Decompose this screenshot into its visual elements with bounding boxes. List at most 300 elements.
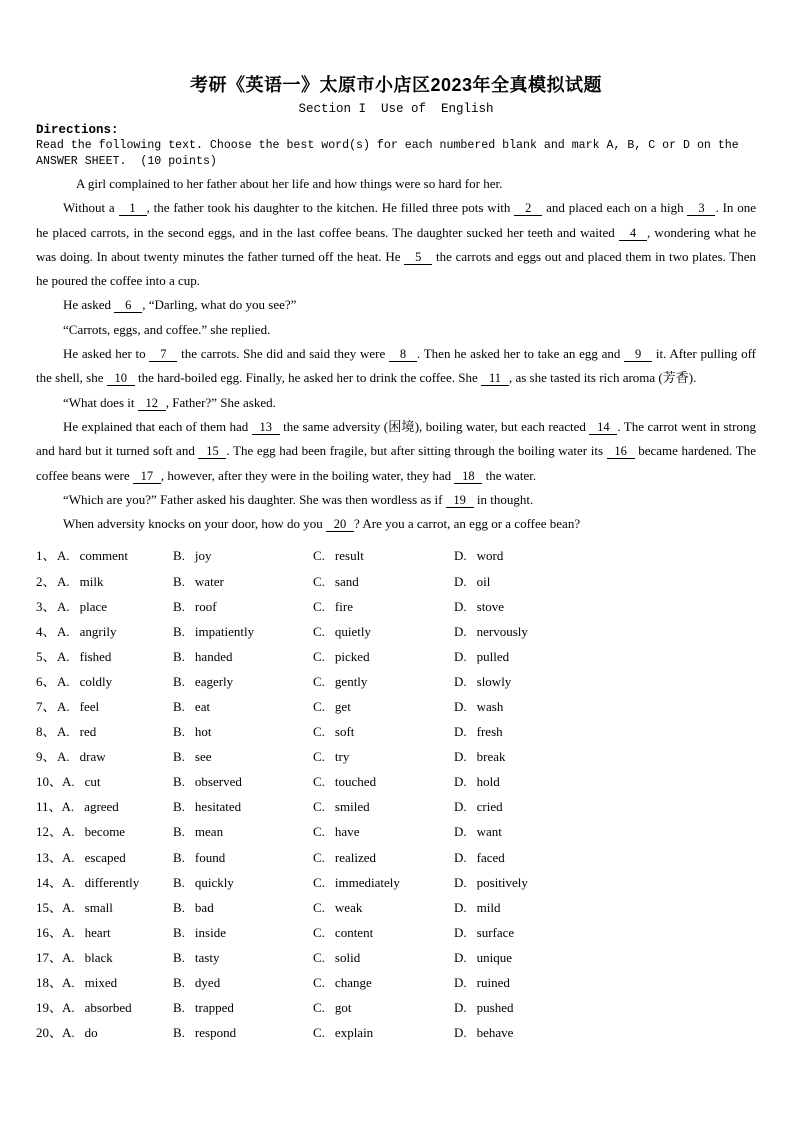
question-2-option-b — [173, 569, 313, 594]
question-number: 9、 — [36, 749, 56, 765]
option-word: hesitated — [194, 799, 242, 815]
option-word: quickly — [194, 874, 234, 890]
cloze-blank-6: 6 — [114, 299, 142, 313]
question-12-option-b — [173, 819, 313, 844]
option-letter: C. — [313, 975, 325, 991]
option-letter: C. — [313, 1000, 325, 1016]
cloze-blank-2: 2 — [514, 202, 542, 216]
question-2-option-d — [454, 569, 756, 594]
question-16-option-b — [173, 920, 313, 945]
option-letter: B. — [173, 924, 185, 940]
question-1-option-b — [173, 543, 313, 568]
option-letter: C. — [313, 749, 325, 765]
option-letter: B. — [173, 598, 185, 614]
option-letter: C. — [313, 573, 325, 589]
option-letter: D. — [454, 648, 467, 664]
question-number: 4、 — [36, 623, 56, 639]
option-word: comment — [79, 548, 129, 564]
option-word: soft — [334, 724, 355, 740]
question-9-option-c — [313, 744, 454, 769]
question-4-option-d — [454, 619, 756, 644]
option-letter: B. — [173, 648, 185, 664]
option-word: milk — [79, 573, 104, 589]
option-word: picked — [334, 648, 370, 664]
option-word: mixed — [84, 975, 118, 991]
question-number: 12、 — [36, 824, 63, 840]
option-word: fresh — [476, 724, 503, 740]
question-5-option-d — [454, 644, 756, 669]
cloze-blank-19: 19 — [446, 494, 474, 508]
question-row-18 — [36, 970, 756, 995]
option-word: explain — [334, 1025, 374, 1041]
question-6-option-b — [173, 669, 313, 694]
option-word: see — [194, 749, 212, 765]
question-option-list — [36, 543, 756, 1045]
option-letter: B. — [173, 623, 185, 639]
option-letter: D. — [454, 598, 467, 614]
question-row-9 — [36, 744, 756, 769]
option-word: angrily — [79, 623, 117, 639]
option-letter: A. — [61, 799, 75, 815]
option-word: solid — [334, 949, 361, 965]
option-letter: D. — [454, 975, 467, 991]
question-7-option-b — [173, 694, 313, 719]
option-letter: B. — [173, 1025, 185, 1041]
option-letter: A. — [62, 899, 75, 915]
option-word: dyed — [194, 975, 221, 991]
question-14-option-d — [454, 870, 756, 895]
option-letter: D. — [454, 824, 467, 840]
option-letter: A. — [57, 648, 70, 664]
question-13-option-b — [173, 845, 313, 870]
option-word: impatiently — [194, 623, 255, 639]
option-letter: A. — [62, 774, 75, 790]
question-13-option-c — [313, 845, 454, 870]
directions-text-line-2: ANSWER SHEET. (10 points) — [36, 154, 217, 168]
option-word: realized — [334, 849, 377, 865]
question-6-option-a — [36, 669, 173, 694]
option-word: faced — [476, 849, 505, 865]
option-letter: A. — [57, 573, 70, 589]
question-16-option-d — [454, 920, 756, 945]
option-word: draw — [79, 749, 106, 765]
question-3-option-c — [313, 594, 454, 619]
cloze-blank-18: 18 — [454, 470, 482, 484]
option-letter: D. — [454, 623, 467, 639]
option-word: eagerly — [194, 673, 234, 689]
option-letter: A. — [62, 1025, 75, 1041]
option-word: small — [84, 899, 113, 915]
question-10-option-d — [454, 769, 756, 794]
option-letter: D. — [454, 548, 467, 564]
question-14-option-c — [313, 870, 454, 895]
cloze-passage — [36, 172, 756, 536]
question-17-option-a — [36, 945, 173, 970]
question-number: 14、 — [36, 874, 63, 890]
passage-paragraph-5: He asked her to 7 the carrots. She did and said they were 8 . Then he asked her to take an egg and 9 it. After pulling off the shell, she 10 the hard-boiled egg. Finally, he asked her to drink the coffee. She 11 , as she tasted its rich aroma (芳香). — [36, 346, 756, 386]
question-number: 7、 — [36, 699, 56, 715]
option-letter: C. — [313, 799, 325, 815]
question-4-option-b — [173, 619, 313, 644]
question-row-1 — [36, 543, 756, 568]
question-8-option-b — [173, 719, 313, 744]
question-number: 19、 — [36, 1000, 63, 1016]
question-number: 11、 — [36, 799, 62, 815]
option-word: try — [334, 749, 350, 765]
option-letter: C. — [313, 949, 325, 965]
option-letter: D. — [454, 573, 467, 589]
option-word: unique — [476, 949, 513, 965]
option-letter: C. — [313, 874, 325, 890]
question-3-option-a — [36, 594, 173, 619]
cloze-blank-9: 9 — [624, 348, 652, 362]
option-word: handed — [194, 648, 233, 664]
cloze-blank-17: 17 — [133, 470, 161, 484]
option-letter: D. — [454, 899, 467, 915]
question-11-option-a — [36, 794, 173, 819]
question-3-option-b — [173, 594, 313, 619]
option-letter: B. — [173, 899, 185, 915]
option-letter: D. — [454, 724, 467, 740]
cloze-blank-20: 20 — [326, 518, 354, 532]
question-18-option-c — [313, 970, 454, 995]
option-word: bad — [194, 899, 214, 915]
question-row-8 — [36, 719, 756, 744]
passage-paragraph-3: He asked 6 , “Darling, what do you see?” — [63, 297, 297, 313]
directions-label: Directions: — [36, 123, 119, 137]
question-row-10 — [36, 769, 756, 794]
option-letter: D. — [454, 774, 467, 790]
option-word: hold — [476, 774, 500, 790]
question-number: 5、 — [36, 648, 56, 664]
cloze-blank-4: 4 — [619, 227, 647, 241]
question-20-option-d — [454, 1020, 756, 1045]
question-1-option-a — [36, 543, 173, 568]
cloze-blank-13: 13 — [252, 421, 280, 435]
question-number: 16、 — [36, 924, 63, 940]
section-heading: Section I Use of English — [298, 102, 494, 116]
option-letter: C. — [313, 724, 325, 740]
question-number: 1、 — [36, 548, 56, 564]
option-word: joy — [194, 548, 212, 564]
option-word: touched — [334, 774, 377, 790]
option-letter: B. — [173, 673, 185, 689]
question-5-option-c — [313, 644, 454, 669]
option-letter: B. — [173, 949, 185, 965]
option-letter: A. — [62, 824, 75, 840]
question-row-16 — [36, 920, 756, 945]
question-row-12 — [36, 819, 756, 844]
question-number: 20、 — [36, 1025, 63, 1041]
question-6-option-c — [313, 669, 454, 694]
question-number: 13、 — [36, 849, 63, 865]
question-15-option-b — [173, 895, 313, 920]
option-word: fire — [334, 598, 353, 614]
question-13-option-a — [36, 845, 173, 870]
option-letter: B. — [173, 1000, 185, 1016]
page-title: 考研《英语一》太原市小店区2023年全真模拟试题 — [189, 75, 603, 95]
cloze-blank-8: 8 — [389, 348, 417, 362]
question-3-option-d — [454, 594, 756, 619]
question-6-option-d — [454, 669, 756, 694]
option-word: result — [334, 548, 364, 564]
option-letter: C. — [313, 824, 325, 840]
question-7-option-c — [313, 694, 454, 719]
question-14-option-b — [173, 870, 313, 895]
option-word: heart — [84, 924, 111, 940]
option-letter: B. — [173, 774, 185, 790]
option-letter: A. — [62, 874, 75, 890]
option-word: do — [84, 1025, 98, 1041]
cloze-blank-1: 1 — [119, 202, 147, 216]
option-word: sand — [334, 573, 359, 589]
option-letter: D. — [454, 749, 467, 765]
question-11-option-c — [313, 794, 454, 819]
question-12-option-a — [36, 819, 173, 844]
option-word: have — [334, 824, 360, 840]
option-word: behave — [476, 1025, 514, 1041]
question-7-option-d — [454, 694, 756, 719]
option-word: differently — [84, 874, 140, 890]
option-letter: B. — [173, 548, 185, 564]
option-word: escaped — [84, 849, 126, 865]
option-word: ruined — [476, 975, 510, 991]
option-letter: C. — [313, 699, 325, 715]
option-word: black — [84, 949, 113, 965]
option-letter: C. — [313, 774, 325, 790]
question-number: 8、 — [36, 724, 56, 740]
option-letter: C. — [313, 623, 325, 639]
option-letter: D. — [454, 949, 467, 965]
question-19-option-d — [454, 995, 756, 1020]
question-number: 2、 — [36, 573, 56, 589]
question-15-option-d — [454, 895, 756, 920]
question-20-option-c — [313, 1020, 454, 1045]
cloze-blank-3: 3 — [687, 202, 715, 216]
option-letter: D. — [454, 849, 467, 865]
option-letter: A. — [57, 623, 70, 639]
option-word: want — [476, 824, 502, 840]
question-9-option-a — [36, 744, 173, 769]
option-letter: D. — [454, 1025, 467, 1041]
question-10-option-c — [313, 769, 454, 794]
passage-paragraph-9: When adversity knocks on your door, how do you 20 ? Are you a carrot, an egg or a coffee bean? — [63, 516, 581, 532]
question-13-option-d — [454, 845, 756, 870]
option-letter: B. — [173, 824, 185, 840]
question-18-option-a — [36, 970, 173, 995]
option-word: gently — [334, 673, 368, 689]
option-letter: A. — [62, 949, 75, 965]
cloze-blank-7: 7 — [149, 348, 177, 362]
question-row-3 — [36, 594, 756, 619]
passage-paragraph-7: He explained that each of them had 13 the same adversity (困境), boiling water, but each reacted 14 . The carrot went in strong and hard but it turned soft and 15 . The egg had been fragile, but after sitting through the boiling water its 16 became hardened. The coffee beans were 17 , however, after they were in the boiling water, they had 18 the water. — [36, 418, 757, 483]
option-word: observed — [194, 774, 242, 790]
question-number: 15、 — [36, 899, 63, 915]
option-word: word — [476, 548, 504, 564]
option-word: roof — [194, 598, 217, 614]
cloze-blank-15: 15 — [198, 445, 226, 459]
option-word: immediately — [334, 874, 400, 890]
question-row-19 — [36, 995, 756, 1020]
option-letter: D. — [454, 673, 467, 689]
question-row-5 — [36, 644, 756, 669]
option-word: tasty — [194, 949, 220, 965]
question-9-option-b — [173, 744, 313, 769]
question-19-option-c — [313, 995, 454, 1020]
option-word: feel — [79, 699, 100, 715]
option-letter: A. — [62, 849, 75, 865]
option-letter: B. — [173, 573, 185, 589]
question-row-7 — [36, 694, 756, 719]
option-word: hot — [194, 724, 212, 740]
question-8-option-d — [454, 719, 756, 744]
question-8-option-a — [36, 719, 173, 744]
question-11-option-b — [173, 794, 313, 819]
question-5-option-b — [173, 644, 313, 669]
question-row-11 — [36, 794, 756, 819]
cloze-blank-11: 11 — [481, 372, 509, 386]
option-letter: C. — [313, 648, 325, 664]
option-word: cut — [84, 774, 101, 790]
question-15-option-c — [313, 895, 454, 920]
question-1-option-d — [454, 543, 756, 568]
cloze-blank-12: 12 — [138, 397, 166, 411]
cloze-blank-10: 10 — [107, 372, 135, 386]
question-row-20 — [36, 1020, 756, 1045]
option-word: water — [194, 573, 224, 589]
option-letter: A. — [57, 673, 70, 689]
option-word: eat — [194, 699, 211, 715]
option-letter: C. — [313, 899, 325, 915]
question-17-option-b — [173, 945, 313, 970]
option-letter: A. — [62, 924, 75, 940]
question-12-option-c — [313, 819, 454, 844]
question-18-option-b — [173, 970, 313, 995]
question-20-option-b — [173, 1020, 313, 1045]
option-word: oil — [476, 573, 491, 589]
option-word: cried — [476, 799, 503, 815]
cloze-blank-16: 16 — [607, 445, 635, 459]
passage-paragraph-4: “Carrots, eggs, and coffee.” she replied. — [63, 321, 271, 337]
option-word: inside — [194, 924, 226, 940]
option-letter: D. — [454, 1000, 467, 1016]
option-letter: B. — [173, 849, 185, 865]
cloze-blank-14: 14 — [589, 421, 617, 435]
passage-paragraph-6: “What does it 12 , Father?” She asked. — [63, 394, 276, 410]
option-word: smiled — [334, 799, 370, 815]
question-row-17 — [36, 945, 756, 970]
option-word: mild — [476, 899, 501, 915]
option-word: quietly — [334, 623, 372, 639]
question-8-option-c — [313, 719, 454, 744]
option-letter: D. — [454, 874, 467, 890]
question-17-option-c — [313, 945, 454, 970]
option-word: got — [334, 1000, 352, 1016]
option-word: trapped — [194, 1000, 234, 1016]
option-letter: B. — [173, 799, 185, 815]
option-letter: B. — [173, 699, 185, 715]
question-4-option-c — [313, 619, 454, 644]
option-letter: A. — [57, 598, 70, 614]
option-word: pulled — [476, 648, 510, 664]
question-row-13 — [36, 845, 756, 870]
option-letter: B. — [173, 975, 185, 991]
option-word: absorbed — [84, 1000, 132, 1016]
option-word: become — [84, 824, 126, 840]
option-word: break — [476, 749, 506, 765]
question-20-option-a — [36, 1020, 173, 1045]
option-word: mean — [194, 824, 224, 840]
option-word: fished — [79, 648, 112, 664]
option-word: stove — [476, 598, 505, 614]
option-letter: A. — [57, 749, 70, 765]
option-word: coldly — [79, 673, 113, 689]
option-word: found — [194, 849, 226, 865]
option-word: red — [79, 724, 97, 740]
question-16-option-c — [313, 920, 454, 945]
question-number: 17、 — [36, 949, 63, 965]
option-word: surface — [476, 924, 515, 940]
option-word: place — [79, 598, 108, 614]
option-letter: A. — [62, 1000, 75, 1016]
option-letter: C. — [313, 924, 325, 940]
option-letter: D. — [454, 699, 467, 715]
question-1-option-c — [313, 543, 454, 568]
question-19-option-b — [173, 995, 313, 1020]
option-letter: C. — [313, 1025, 325, 1041]
option-word: weak — [334, 899, 363, 915]
option-letter: C. — [313, 849, 325, 865]
question-10-option-a — [36, 769, 173, 794]
question-7-option-a — [36, 694, 173, 719]
question-row-15 — [36, 895, 756, 920]
directions-text-line-1: Read the following text. Choose the best word(s) for each numbered blank and mark A, B, C or D on the — [36, 139, 739, 152]
option-word: positively — [476, 874, 528, 890]
directions-block — [36, 122, 756, 169]
question-number: 3、 — [36, 598, 56, 614]
option-letter: A. — [57, 548, 70, 564]
question-10-option-b — [173, 769, 313, 794]
option-word: pushed — [476, 1000, 514, 1016]
question-row-14 — [36, 870, 756, 895]
question-number: 18、 — [36, 975, 63, 991]
question-12-option-d — [454, 819, 756, 844]
question-4-option-a — [36, 619, 173, 644]
option-letter: D. — [454, 924, 467, 940]
option-letter: C. — [313, 548, 325, 564]
question-2-option-c — [313, 569, 454, 594]
option-word: wash — [476, 699, 504, 715]
question-11-option-d — [454, 794, 756, 819]
question-9-option-d — [454, 744, 756, 769]
option-letter: C. — [313, 673, 325, 689]
option-word: change — [334, 975, 372, 991]
question-18-option-d — [454, 970, 756, 995]
option-letter: B. — [173, 724, 185, 740]
option-word: get — [334, 699, 351, 715]
option-word: nervously — [476, 623, 528, 639]
cloze-blank-5: 5 — [404, 251, 432, 265]
option-word: respond — [194, 1025, 237, 1041]
question-16-option-a — [36, 920, 173, 945]
option-word: content — [334, 924, 374, 940]
option-letter: A. — [57, 724, 70, 740]
option-letter: A. — [57, 699, 70, 715]
passage-paragraph-8: “Which are you?” Father asked his daughter. She was then wordless as if 19 in thought. — [63, 491, 534, 507]
passage-paragraph-1: A girl complained to her father about her life and how things were so hard for her. — [76, 176, 503, 191]
option-word: agreed — [84, 799, 119, 815]
option-letter: B. — [173, 874, 185, 890]
